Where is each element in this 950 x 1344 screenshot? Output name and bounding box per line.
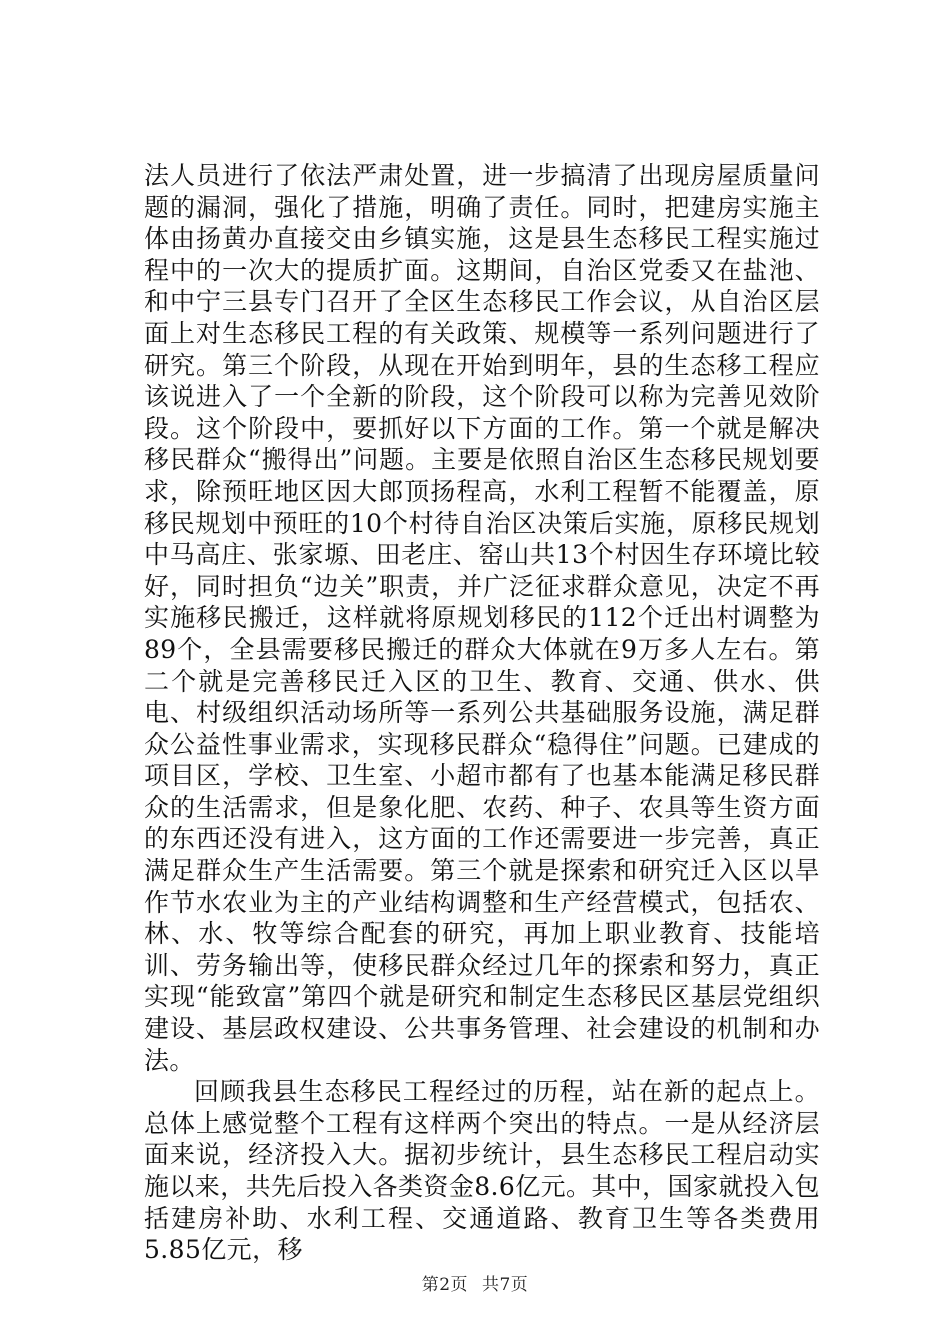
paragraph-review: 回顾我县生态移民工程经过的历程，站在新的起点上。总体上感觉整个工程有这样两个突出的特点。一是从经济层面来说，经济投入大。据初步统计，县生态移民工程启动实施以来，共先后投入各类资金8.6亿元。其中，国家就投入包括建房补助、水利工程、交通道路、教育卫生等各类费用5.85亿元，移 <box>144 1077 820 1265</box>
page-total: 共7页 <box>481 1275 529 1295</box>
page-footer <box>0 1270 950 1295</box>
document-body <box>144 160 820 1266</box>
page-number: 第2页 <box>421 1275 469 1295</box>
paragraph-continued: 法人员进行了依法严肃处置，进一步搞清了出现房屋质量问题的漏洞，强化了措施，明确了责任。同时，把建房实施主体由扬黄办直接交由乡镇实施，这是县生态移民工程实施过程中的一次大的提质扩面。这期间，自治区党委又在盐池、和中宁三县专门召开了全区生态移民工作会议，从自治区层面上对生态移民工程的有关政策、规模等一系列问题进行了研究。第三个阶段，从现在开始到明年，县的生态移工程应该说进入了一个全新的阶段，这个阶段可以称为完善见效阶段。这个阶段中，要抓好以下方面的工作。第一个就是解决移民群众“搬得出”问题。主要是依照自治区生态移民规划要求，除预旺地区因大郎顶扬程高，水利工程暂不能覆盖，原移民规划中预旺的10个村待自治区决策后实施，原移民规划中马高庄、张家塬、田老庄、窑山共13个村因生存环境比较好，同时担负“边关”职责，并广泛征求群众意见，决定不再实施移民搬迁，这样就将原规划移民的112个迁出村调整为89个，全县需要移民搬迁的群众大体就在9万多人左右。第二个就是完善移民迁入区的卫生、教育、交通、供水、供电、村级组织活动场所等一系列公共基础服务设施，满足群众公益性事业需求，实现移民群众“稳得住”问题。已建成的项目区，学校、卫生室、小超市都有了也基本能满足移民群众的生活需求，但是象化肥、农药、种子、农具等生资方面的东西还没有进入，这方面的工作还需要进一步完善，真正满足群众生产生活需要。第三个就是探索和研究迁入区以旱作节水农业为主的产业结构调整和生产经营模式，包括农、林、水、牧等综合配套的研究，再加上职业教育、技能培训、劳务输出等，使移民群众经过几年的探索和努力，真正实现“能致富”第四个就是研究和制定生态移民区基层党组织建设、基层政权建设、公共事务管理、社会建设的机制和办法。 <box>144 161 820 1075</box>
